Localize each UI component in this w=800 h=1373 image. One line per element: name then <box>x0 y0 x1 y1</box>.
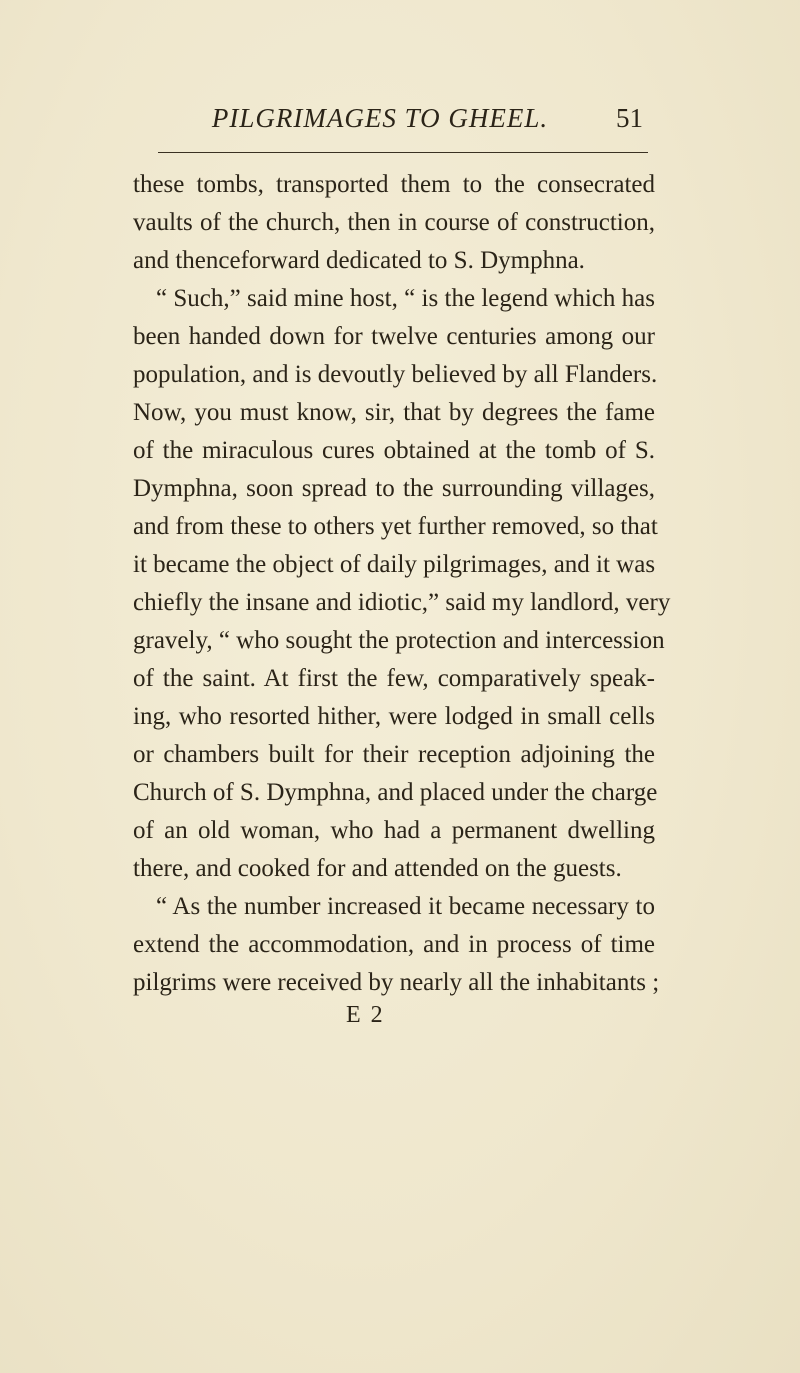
text-line: of the miraculous cures obtained at the tomb of S. <box>133 437 655 464</box>
text-line: extend the accommodation, and in process of time <box>133 931 655 958</box>
text-line: vaults of the church, then in course of construction, <box>133 209 655 236</box>
running-title: PILGRIMAGES TO GHEEL. <box>211 103 549 133</box>
text-line: and thenceforward dedicated to S. Dymphna. <box>133 247 585 274</box>
signature-mark: E 2 <box>346 1002 385 1028</box>
text-line: these tombs, transported them to the consecrated <box>133 171 655 198</box>
text-line: “ Such,” said mine host, “ is the legend which has <box>156 285 655 312</box>
text-line: of the saint. At first the few, comparatively speak- <box>133 665 655 692</box>
text-line: pilgrims were received by nearly all the inhabitants ; <box>133 969 660 996</box>
text-line: ing, who resorted hither, were lodged in small cells <box>133 703 655 730</box>
text-line: there, and cooked for and attended on the guests. <box>133 855 622 882</box>
text-line: Church of S. Dymphna, and placed under the charge <box>133 779 658 806</box>
text-line: of an old woman, who had a permanent dwelling <box>133 817 655 844</box>
text-line: population, and is devoutly believed by all Flanders. <box>133 361 658 388</box>
text-line: it became the object of daily pilgrimages, and it was <box>133 551 656 578</box>
text-line: been handed down for twelve centuries among our <box>133 323 655 350</box>
text-line: gravely, “ who sought the protection and intercession <box>133 627 665 654</box>
text-line: Dymphna, soon spread to the surrounding villages, <box>133 475 655 502</box>
text-line: Now, you must know, sir, that by degrees the fame <box>133 399 655 426</box>
text-line: or chambers built for their reception adjoining the <box>133 741 655 768</box>
header-rule <box>158 152 648 153</box>
text-line: and from these to others yet further removed, so that <box>133 513 658 540</box>
page-number: 51 <box>616 103 643 133</box>
text-line: “ As the number increased it became necessary to <box>156 893 655 920</box>
text-line: chiefly the insane and idiotic,” said my landlord, very <box>133 589 671 616</box>
